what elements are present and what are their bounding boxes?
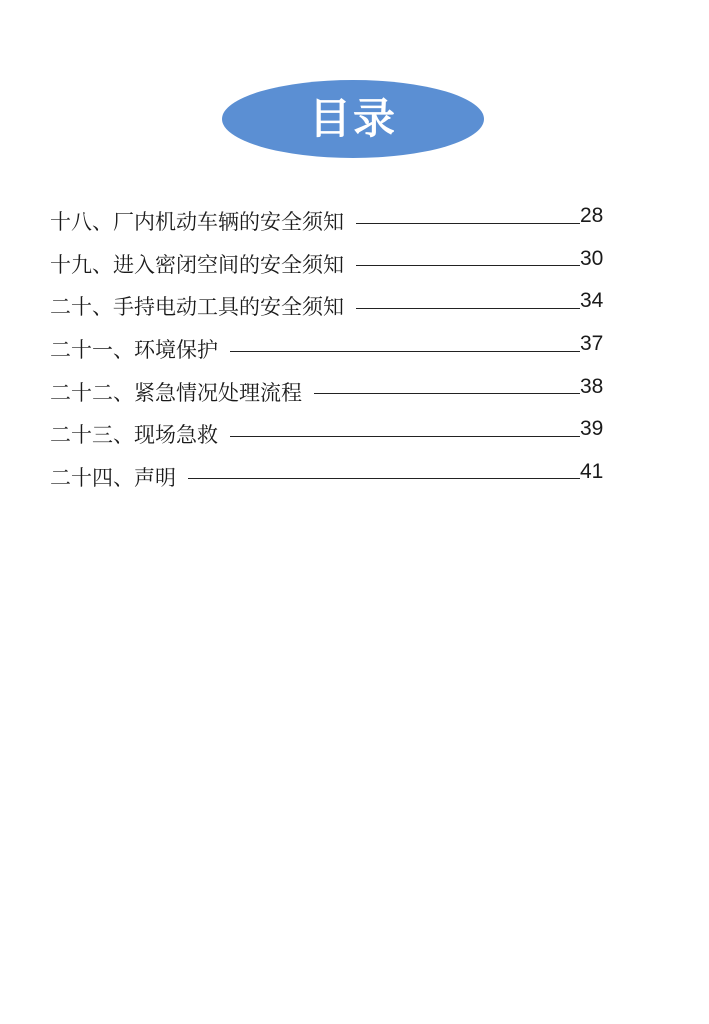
toc-leader-line [356, 223, 580, 224]
toc-leader-line [314, 393, 580, 394]
toc-entry-label: 二十二、紧急情况处理流程 [50, 380, 302, 405]
title-badge [222, 80, 484, 158]
toc-leader-line [230, 436, 580, 437]
toc-entry-page: 37 [580, 332, 604, 356]
toc-entry[interactable] [50, 328, 620, 371]
toc-entry-label: 二十三、现场急救 [50, 423, 218, 448]
toc-entry-label: 十九、进入密闭空间的安全须知 [50, 252, 344, 277]
toc-entry-label: 二十、手持电动工具的安全须知 [50, 295, 344, 320]
toc-entry-label: 二十一、环境保护 [50, 338, 218, 363]
toc-entry-page: 41 [580, 459, 604, 483]
table-of-contents [50, 200, 620, 498]
toc-entry[interactable] [50, 285, 620, 328]
toc-entry-page: 28 [580, 204, 604, 228]
toc-leader-line [188, 478, 580, 479]
toc-leader-line [356, 308, 580, 309]
toc-entry-page: 39 [580, 417, 604, 441]
toc-entry-label: 十八、厂内机动车辆的安全须知 [50, 210, 344, 235]
toc-entry-page: 38 [580, 374, 604, 398]
toc-entry[interactable] [50, 456, 620, 499]
toc-entry[interactable] [50, 413, 620, 456]
toc-entry-label: 二十四、声明 [50, 465, 176, 490]
page-title: 目录 [308, 94, 397, 143]
toc-entry[interactable] [50, 243, 620, 286]
toc-leader-line [230, 351, 580, 352]
toc-leader-line [356, 265, 580, 266]
toc-entry[interactable] [50, 200, 620, 243]
toc-entry[interactable] [50, 370, 620, 413]
toc-entry-page: 34 [580, 289, 604, 313]
toc-entry-page: 30 [580, 246, 604, 270]
